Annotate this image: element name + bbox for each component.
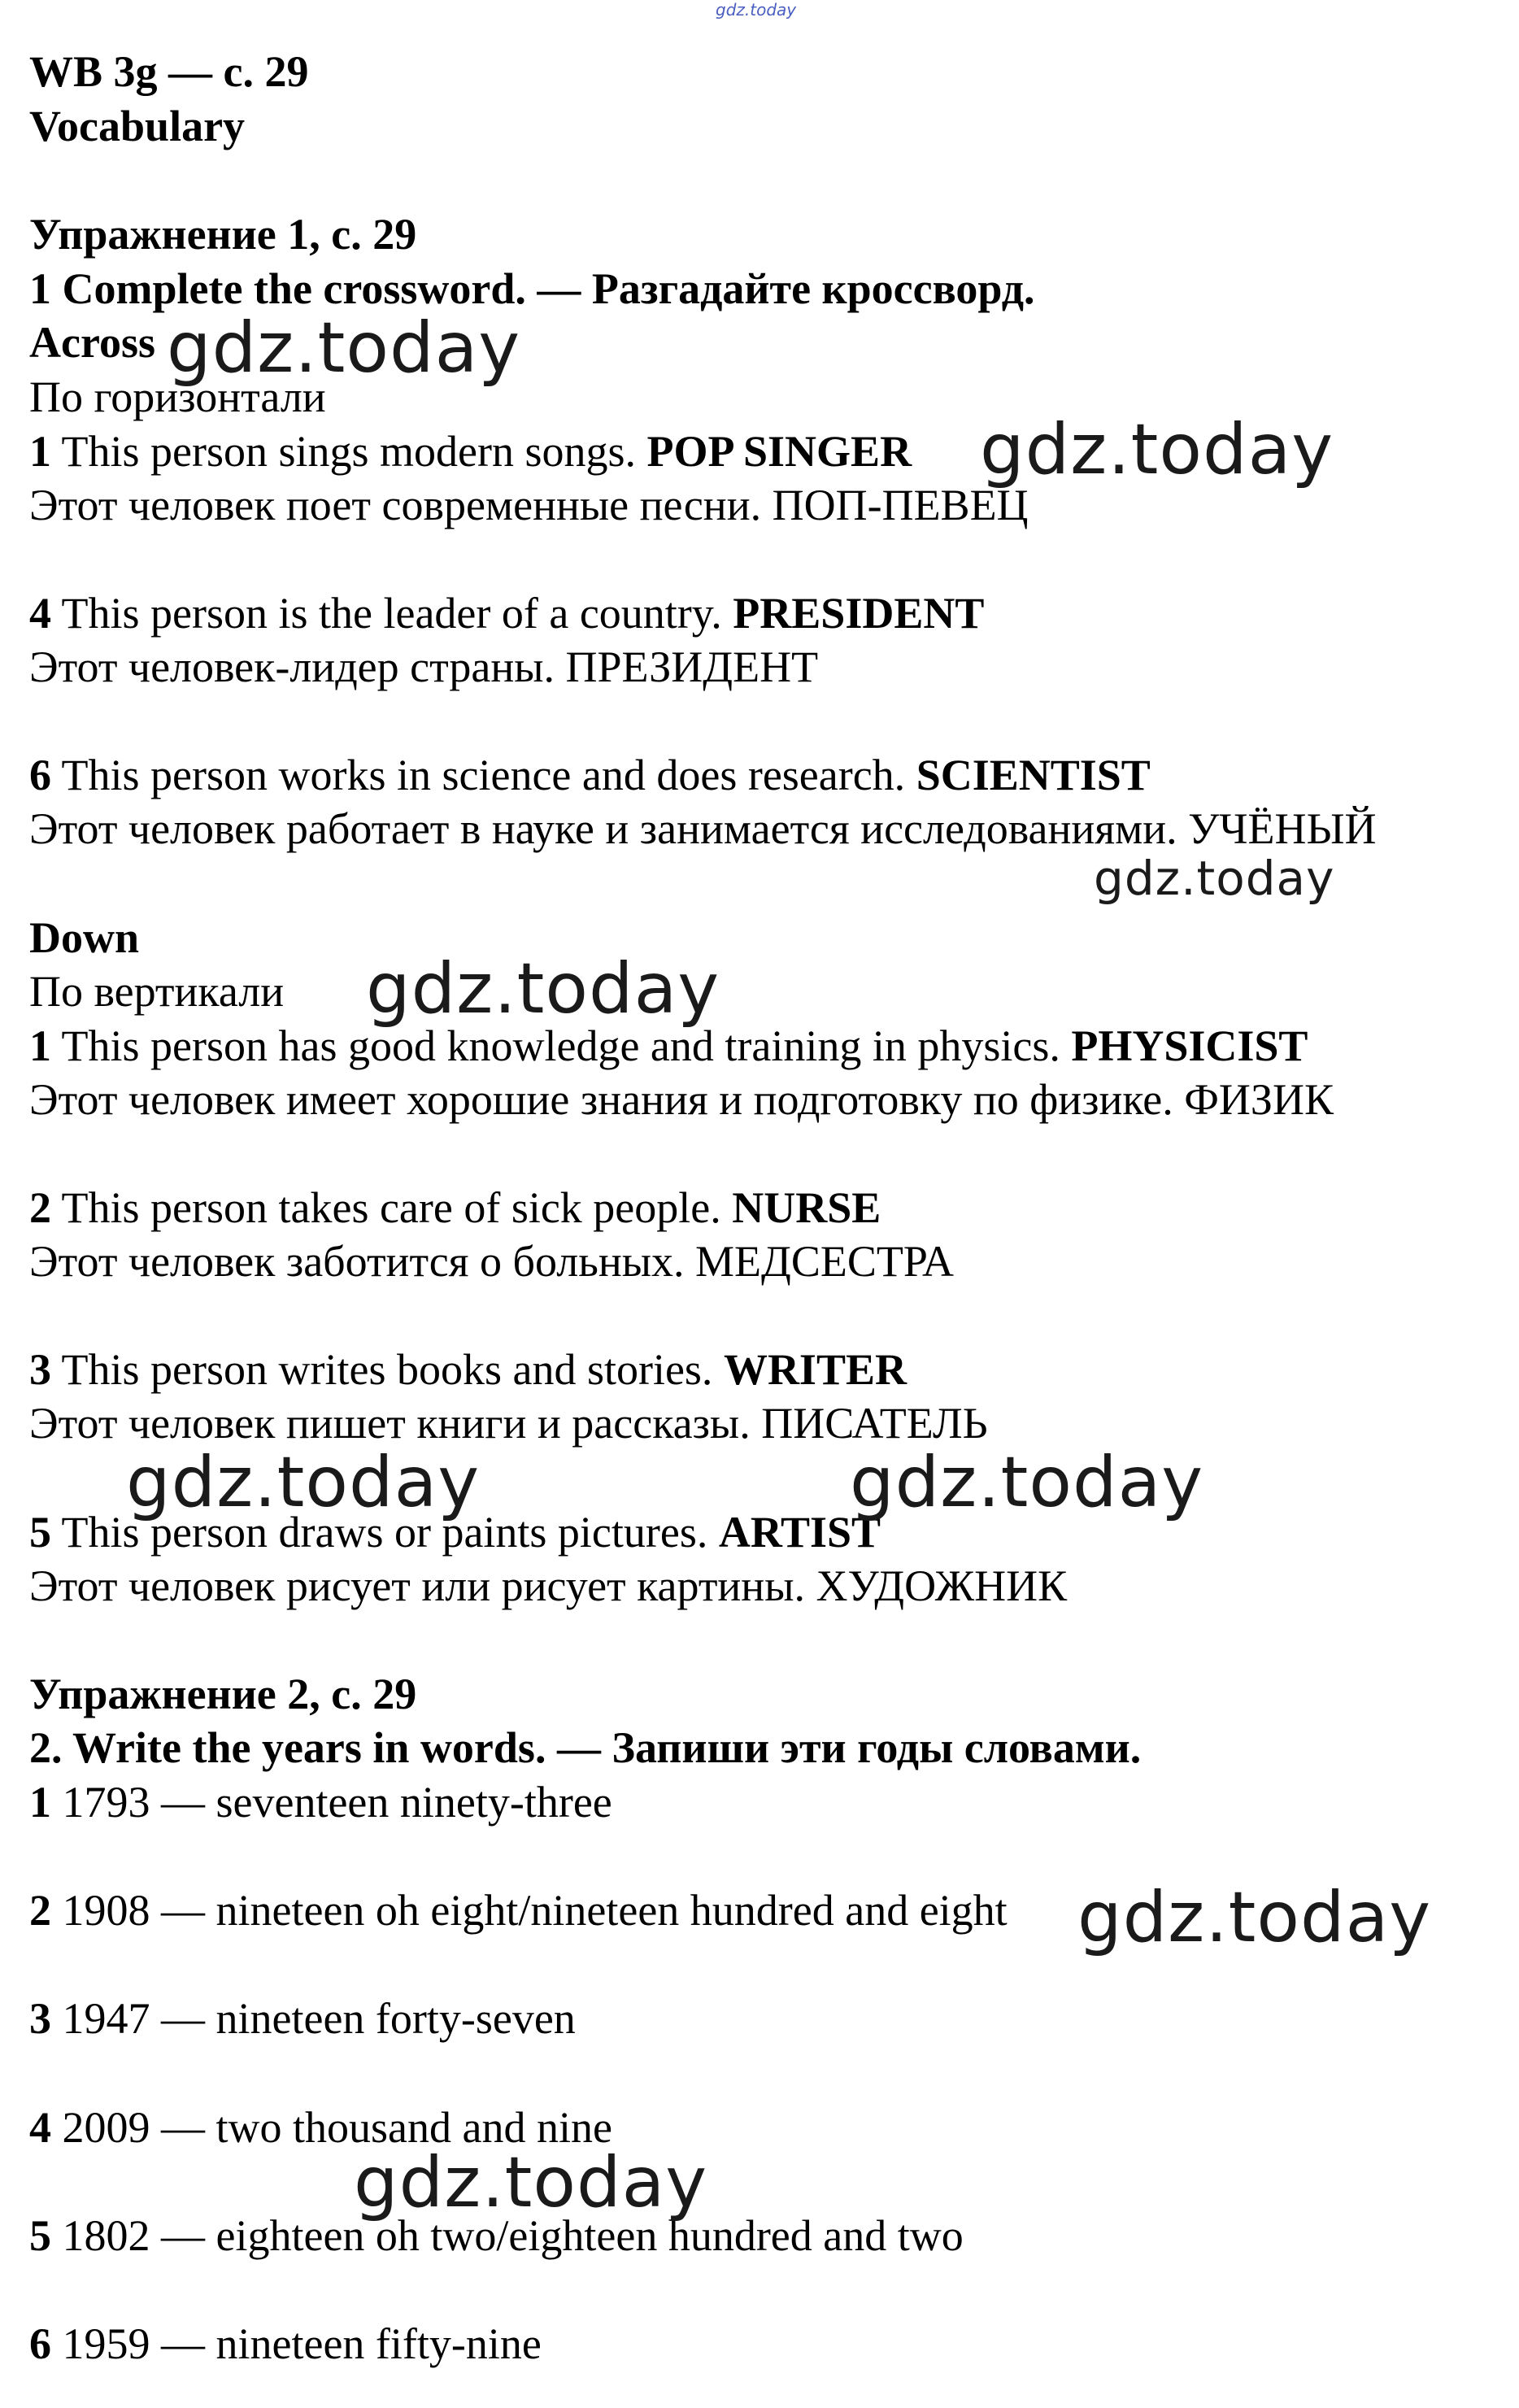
item-number: 5 <box>29 2211 51 2260</box>
clue-answer: NURSE <box>732 1183 881 1232</box>
clue-answer: ARTIST <box>718 1508 881 1557</box>
down-clue-3 <box>29 1343 907 1396</box>
across-clue-1-ru: Этот человек поет современные песни. ПОП-ПЕВЕЦ <box>29 481 1029 529</box>
year-item-6 <box>29 2317 542 2371</box>
watermark: gdz.today <box>366 948 720 1030</box>
across-label: Across <box>29 318 155 367</box>
page-title: WB 3g — c. 29 <box>29 47 309 96</box>
clue-answer: SCIENTIST <box>916 751 1151 799</box>
watermark: gdz.today <box>126 1442 481 1523</box>
exercise-1-heading: Упражнение 1, с. 29 <box>29 210 417 259</box>
down-clue-5-ru: Этот человек рисует или рисует картины. ХУДОЖНИК <box>29 1561 1068 1610</box>
clue-number: 5 <box>29 1508 51 1557</box>
clue-answer: PRESIDENT <box>733 589 985 638</box>
clue-text: This person sings modern songs. <box>61 427 637 476</box>
watermark: gdz.today <box>980 409 1334 490</box>
item-text: 1959 — nineteen fifty-nine <box>62 2319 542 2368</box>
section-title: Vocabulary <box>29 102 246 150</box>
clue-text: This person takes care of sick people. <box>61 1183 721 1232</box>
across-clue-6 <box>29 748 1151 802</box>
down-label-ru: По вертикали <box>29 967 285 1016</box>
clue-number: 3 <box>29 1345 51 1394</box>
down-clue-1-ru: Этот человек имеет хорошие знания и подготовку по физике. ФИЗИК <box>29 1075 1334 1124</box>
down-clue-3-ru: Этот человек пишет книги и рассказы. ПИСАТЕЛЬ <box>29 1399 988 1448</box>
clue-text: This person has good knowledge and training in physics. <box>61 1021 1060 1070</box>
down-label: Down <box>29 913 140 962</box>
clue-text: This person draws or paints pictures. <box>61 1508 708 1557</box>
year-item-1 <box>29 1775 612 1829</box>
watermark: gdz.today <box>1094 851 1335 906</box>
exercise-1-task: 1 Complete the crossword. — Разгадайте кроссворд. <box>29 264 1035 313</box>
item-text: 1802 — eighteen oh two/eighteen hundred and two <box>62 2211 964 2260</box>
down-clue-2-ru: Этот человек заботится о больных. МЕДСЕСТРА <box>29 1237 954 1286</box>
year-item-2 <box>29 1883 1008 1937</box>
year-item-3 <box>29 1992 576 2045</box>
clue-number: 2 <box>29 1183 51 1232</box>
clue-answer: POP SINGER <box>646 427 912 476</box>
item-number: 4 <box>29 2103 51 2152</box>
across-label-ru: По горизонтали <box>29 372 326 421</box>
watermark: gdz.today <box>1077 1877 1432 1958</box>
across-clue-6-ru: Этот человек работает в науке и занимается исследованиями. УЧЁНЫЙ <box>29 804 1377 853</box>
item-number: 6 <box>29 2319 51 2368</box>
clue-answer: PHYSICIST <box>1071 1021 1308 1070</box>
exercise-2-heading: Упражнение 2, с. 29 <box>29 1670 417 1718</box>
clue-text: This person is the leader of a country. <box>61 589 722 638</box>
item-text: 1947 — nineteen forty-seven <box>62 1994 576 2043</box>
watermark: gdz.today <box>850 1442 1204 1523</box>
item-number: 3 <box>29 1994 51 2043</box>
clue-number: 1 <box>29 1021 51 1070</box>
watermark: gdz.today <box>354 2142 708 2223</box>
clue-text: This person works in science and does research. <box>61 751 906 799</box>
item-text: 1908 — nineteen oh eight/nineteen hundred and eight <box>62 1886 1008 1935</box>
item-number: 1 <box>29 1778 51 1827</box>
clue-number: 4 <box>29 589 51 638</box>
clue-answer: WRITER <box>723 1345 907 1394</box>
across-clue-4-ru: Этот человек-лидер страны. ПРЕЗИДЕНТ <box>29 642 819 691</box>
item-number: 2 <box>29 1886 51 1935</box>
item-text: 1793 — seventeen ninety-three <box>62 1778 612 1827</box>
top-watermark: gdz.today <box>716 0 797 20</box>
down-clue-2 <box>29 1181 881 1234</box>
watermark: gdz.today <box>167 307 521 389</box>
exercise-2-task: 2. Write the years in words. — Запиши эти годы словами. <box>29 1723 1142 1772</box>
item-text: 2009 — two thousand and nine <box>62 2103 612 2152</box>
clue-number: 6 <box>29 751 51 799</box>
across-clue-1 <box>29 425 912 478</box>
clue-number: 1 <box>29 427 51 476</box>
clue-text: This person writes books and stories. <box>61 1345 713 1394</box>
across-clue-4 <box>29 586 984 640</box>
